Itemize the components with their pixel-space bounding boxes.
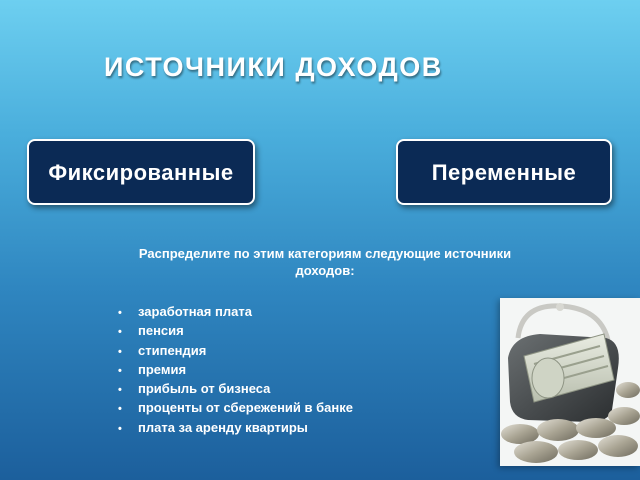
income-source-label: проценты от сбережений в банке [138, 400, 353, 416]
category-fixed-box [27, 139, 255, 205]
income-source-item [118, 398, 353, 417]
income-source-label: плата за аренду квартиры [138, 419, 308, 435]
bullet-icon: • [118, 364, 122, 377]
category-fixed-label: Фиксированные [48, 159, 234, 185]
bullet-icon: • [118, 403, 122, 416]
income-source-item [118, 360, 353, 379]
wallet-image [500, 298, 640, 466]
income-source-label: пенсия [138, 323, 184, 339]
category-variable-label: Переменные [431, 159, 577, 185]
category-variable-box [396, 139, 612, 205]
income-source-label: премия [138, 361, 187, 377]
income-source-label: прибыль от бизнеса [138, 381, 271, 397]
bullet-icon: • [118, 384, 122, 397]
income-source-label: заработная плата [138, 304, 252, 319]
income-source-item [118, 341, 353, 360]
income-source-label: стипендия [138, 342, 207, 358]
income-source-item [118, 302, 353, 321]
bullet-icon: • [118, 307, 122, 319]
income-source-item [118, 379, 353, 398]
bullet-icon: • [118, 345, 122, 358]
instruction-text: Распределите по этим категориям следующие источники доходов: [138, 246, 512, 278]
income-sources-list [118, 302, 353, 437]
slide-title: ИСТОЧНИКИ ДОХОДОВ [104, 52, 443, 82]
income-source-item [118, 321, 353, 340]
wallet-illustration [500, 298, 640, 466]
bullet-icon: • [118, 422, 122, 435]
income-source-item [118, 418, 353, 437]
bullet-icon: • [118, 326, 122, 339]
